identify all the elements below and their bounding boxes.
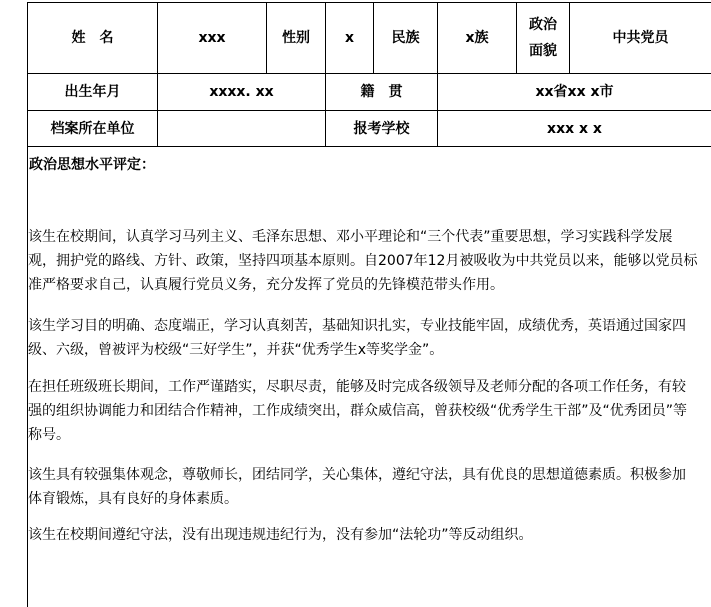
- birth-date-label: 出生年月: [64, 84, 121, 100]
- target-school-label: 报考学校: [353, 120, 410, 137]
- paragraph-text: 在担任班级班长期间，工作严谨踏实，尽职尽责，能够及时完成各级领导及老师分配的各项工作任务，有较强的组织协调能力和团结合作精神，工作成绩突出，群众威信高，曾获校级“优秀学生干部”及“优秀团员”等称号。: [28, 379, 688, 443]
- evaluation-paragraph: [28, 375, 698, 447]
- target-school-value: xxx x x: [547, 120, 602, 137]
- ethnicity-label: 民族: [391, 30, 420, 46]
- native-place-value: xx省xx x市: [535, 84, 614, 100]
- archive-unit-label: 档案所在单位: [50, 120, 135, 137]
- evaluation-paragraph: [28, 225, 698, 297]
- name-value: xxx: [198, 30, 226, 46]
- paragraph-text: 该生在校期间，认真学习马列主义、毛泽东思想、邓小平理论和“三个代表”重要思想，学习实践科学发展观，拥护党的路线、方针、政策，坚持四项基本原则。自2007年12月被吸收为中共党员以来，能够以党员标准严格要求自己，认真履行党员义务，充分发挥了党员的先锋模范带头作用。: [28, 229, 698, 293]
- evaluation-paragraph: [28, 314, 698, 362]
- ethnicity-value: x族: [465, 30, 489, 46]
- political-status-value: 中共党员: [612, 30, 669, 46]
- evaluation-paragraph: [28, 523, 698, 547]
- evaluation-paragraph: [28, 463, 698, 511]
- paragraph-text: 该生学习目的明确、态度端正，学习认真刻苦，基础知识扎实，专业技能牢固，成绩优秀，英语通过国家四级、六级，曾被评为校级“三好学生”，并获“优秀学生x等奖学金”。: [28, 318, 686, 358]
- paragraph-text: 该生在校期间遵纪守法，没有出现违规违纪行为，没有参加“法轮功”等反动组织。: [28, 527, 533, 543]
- political-status-label-line2: 面貌: [529, 43, 557, 59]
- gender-value: x: [344, 30, 355, 46]
- gender-label: 性别: [282, 30, 310, 46]
- table-row-divider: [27, 146, 711, 147]
- native-place-label: 籍 贯: [360, 84, 403, 100]
- name-label: 姓 名: [71, 30, 114, 46]
- archive-unit-value[interactable]: [158, 111, 325, 146]
- political-status-label: [517, 3, 569, 73]
- birth-date-value: xxxx. xx: [209, 84, 274, 100]
- paragraph-text: 该生具有较强集体观念，尊敬师长，团结同学，关心集体，遵纪守法，具有优良的思想道德素质。积极参加体育锻炼，具有良好的身体素质。: [28, 467, 686, 507]
- political-status-label-line1: 政治: [529, 17, 557, 33]
- section-title: 政治思想水平评定：: [29, 157, 155, 173]
